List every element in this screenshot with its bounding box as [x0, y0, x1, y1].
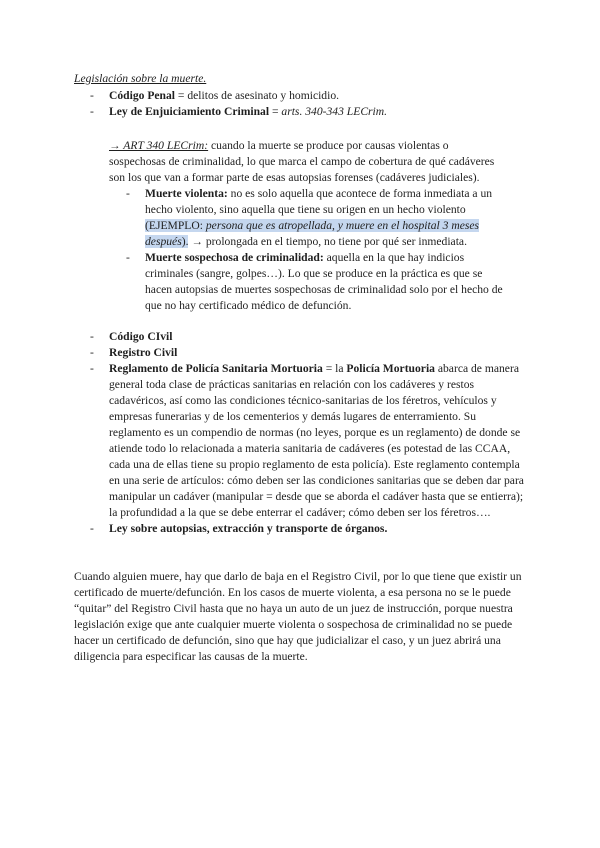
- item-title: Reglamento de Policía Sanitaria Mortuoria: [109, 362, 323, 375]
- section-heading: Legislación sobre la muerte.: [74, 72, 207, 85]
- item-text: abarca de manera general toda clase de prácticas sanitarias en relación con los cadáveres y restos cadavéricos, así como las condiciones técnico-sanitarias de los féretros, vehículos y empresas funerarias y de los cementerios y demás lugares de enterramiento. Su reglamento es un compendio de normas (no leyes, porque es un reglamento) de donde se atiende todo lo relacionada a materia sanitaria de cadáveres (es potestad de las CCAA, cada una de ellas tiene su propio reglamento de esta policía). Este reglamento contempla en una serie de artículos: cómo deben ser las condiciones sanitarias que se deben dar para manipular un cadáver (manipular = desde que se aborda el cadáver hasta que se entierra); la profundidad a la que se debe enterrar el cadáver; cómo deben ser los féretros….: [109, 362, 524, 519]
- example-open: (EJEMPLO:: [145, 219, 206, 232]
- death-types-list: [126, 186, 505, 314]
- example-close: ).: [181, 235, 189, 248]
- item-text: no es solo aquella que acontece de forma inmediata a un hecho violento, sino aquella que tiene su origen en un hecho violento: [145, 187, 493, 216]
- list-item: [90, 104, 529, 120]
- bullet-dash: -: [90, 362, 94, 375]
- item-text-after: → prolongada en el tiempo, no tiene por qué ser inmediata.: [188, 235, 467, 248]
- legislation-list: [90, 329, 529, 537]
- list-item: [90, 521, 529, 537]
- item-subtitle: Policía Mortuoria: [346, 362, 435, 375]
- item-title: Registro Civil: [109, 346, 178, 359]
- art-reference: → ART 340 LECrim:: [109, 139, 209, 152]
- item-title: Muerte sospechosa de criminalidad:: [145, 251, 324, 264]
- item-title: Ley de Enjuiciamiento Criminal: [109, 105, 270, 118]
- item-separator: = la: [322, 362, 347, 375]
- bullet-dash: -: [90, 105, 94, 118]
- bullet-dash: -: [90, 522, 94, 535]
- list-item: [90, 361, 529, 521]
- item-text: aquella en la que hay indicios criminales (sangre, golpes…). Lo que se produce en la práctica es que se hacen autopsias de muertes sospechosas de criminalidad solo por el hecho de que no hay certificado médico de defunción.: [145, 251, 503, 312]
- list-item: [126, 186, 505, 250]
- bullet-dash: -: [90, 346, 94, 359]
- intro-list: [90, 88, 529, 120]
- art-text: cuando la muerte se produce por causas violentas o sospechosas de criminalidad, lo que marca el campo de cobertura de qué cadáveres son los que van a formar parte de esas autopsias forenses (cadáveres judiciales).: [109, 139, 495, 184]
- item-text: = delitos de asesinato y homicidio.: [175, 89, 340, 102]
- item-reference: arts. 340-343 LECrim.: [281, 105, 388, 118]
- list-item: [126, 250, 505, 314]
- item-title: Ley sobre autopsias, extracción y transporte de órganos.: [109, 522, 388, 535]
- bullet-dash: -: [126, 187, 130, 200]
- list-item: [90, 88, 529, 104]
- closing-paragraph: Cuando alguien muere, hay que darlo de baja en el Registro Civil, por lo que tiene que existir un certificado de muerte/defunción. En los casos de muerte violenta, a esa persona no se le puede “quitar” del Registro Civil hasta que no haya un auto de un juez de instrucción, porque nuestra legislación exige que ante cualquier muerte violenta o sospechosa de criminalidad no se puede hacer un certificado de defunción, sino que hay que judicializar el caso, y un juez abrirá una diligencia para especificar las causas de la muerte.: [74, 570, 522, 663]
- item-title: Código CIvil: [109, 330, 173, 343]
- art-340-paragraph: [109, 138, 504, 186]
- list-item: [90, 329, 529, 345]
- item-separator: =: [269, 105, 282, 118]
- item-title: Código Penal: [109, 89, 176, 102]
- list-item: [90, 345, 529, 361]
- example-text: persona que es atropellada, y muere en el hospital 3 meses después: [145, 219, 480, 248]
- bullet-dash: -: [90, 330, 94, 343]
- bullet-dash: -: [90, 89, 94, 102]
- bullet-dash: -: [126, 251, 130, 264]
- item-title: Muerte violenta:: [145, 187, 228, 200]
